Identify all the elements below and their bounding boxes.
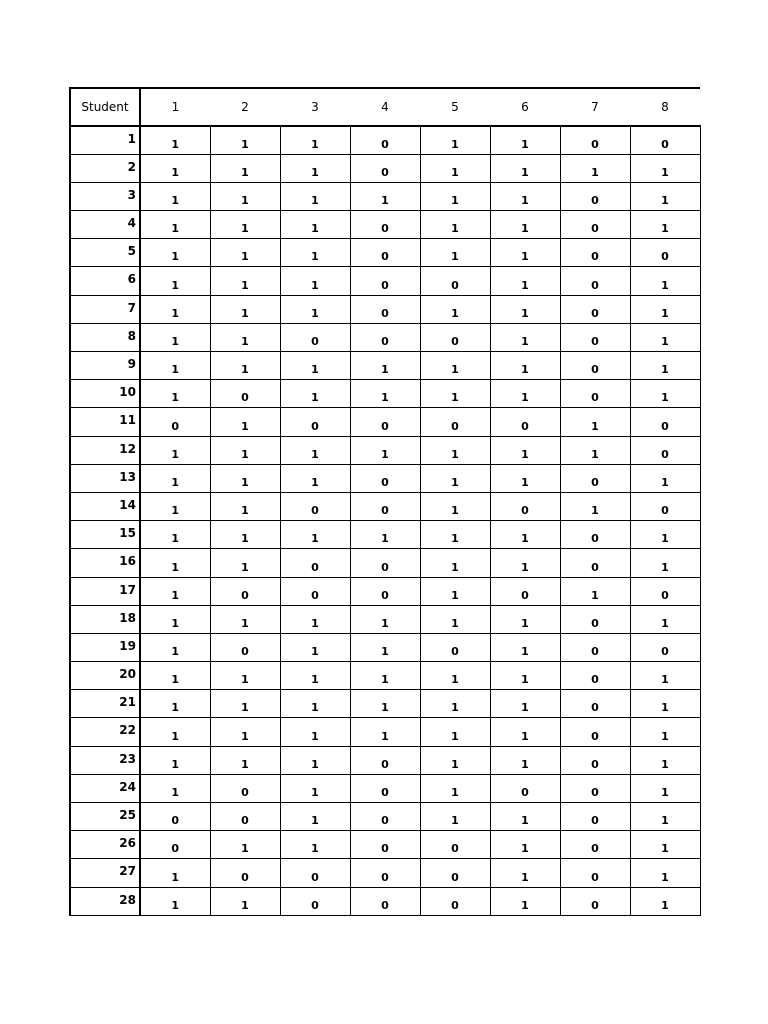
score-cell: 0 xyxy=(560,239,630,267)
table-row xyxy=(70,267,700,295)
score-cell: 0 xyxy=(490,577,560,605)
score-cell: 0 xyxy=(630,492,700,520)
score-cell: 0 xyxy=(560,803,630,831)
score-cell: 0 xyxy=(560,859,630,887)
score-cell: 0 xyxy=(210,633,280,661)
table-row xyxy=(70,605,700,633)
student-number-cell: 7 xyxy=(70,295,140,323)
score-cell: 1 xyxy=(630,887,700,915)
score-cell: 1 xyxy=(420,549,490,577)
score-cell: 1 xyxy=(630,831,700,859)
score-cell: 1 xyxy=(490,323,560,351)
score-cell: 0 xyxy=(560,549,630,577)
score-cell: 1 xyxy=(490,803,560,831)
score-cell: 1 xyxy=(420,239,490,267)
score-cell: 1 xyxy=(210,464,280,492)
score-cell: 1 xyxy=(140,464,210,492)
score-cell: 0 xyxy=(350,577,420,605)
score-cell: 1 xyxy=(140,182,210,210)
student-number-cell: 19 xyxy=(70,633,140,661)
table-row xyxy=(70,295,700,323)
score-cell: 1 xyxy=(490,154,560,182)
score-cell: 1 xyxy=(630,605,700,633)
score-cell: 1 xyxy=(280,436,350,464)
score-cell: 0 xyxy=(350,211,420,239)
score-cell: 1 xyxy=(210,267,280,295)
score-cell: 1 xyxy=(280,239,350,267)
score-cell: 1 xyxy=(490,521,560,549)
student-number-cell: 26 xyxy=(70,831,140,859)
table-row xyxy=(70,464,700,492)
item-column-header: 3 xyxy=(280,88,350,126)
score-cell: 1 xyxy=(420,718,490,746)
score-cell: 1 xyxy=(420,295,490,323)
score-cell: 0 xyxy=(630,408,700,436)
table-row xyxy=(70,803,700,831)
score-cell: 1 xyxy=(210,831,280,859)
score-cell: 1 xyxy=(350,352,420,380)
score-cell: 1 xyxy=(210,408,280,436)
student-number-cell: 18 xyxy=(70,605,140,633)
score-cell: 1 xyxy=(140,887,210,915)
score-cell: 0 xyxy=(280,577,350,605)
score-cell: 1 xyxy=(420,154,490,182)
score-cell: 1 xyxy=(210,746,280,774)
score-cell: 0 xyxy=(630,633,700,661)
score-cell: 0 xyxy=(350,887,420,915)
score-cell: 1 xyxy=(350,662,420,690)
score-cell: 0 xyxy=(560,521,630,549)
score-cell: 1 xyxy=(490,267,560,295)
score-cell: 1 xyxy=(280,464,350,492)
item-column-header: 6 xyxy=(490,88,560,126)
score-cell: 1 xyxy=(280,803,350,831)
score-cell: 0 xyxy=(280,887,350,915)
student-number-cell: 23 xyxy=(70,746,140,774)
score-cell: 0 xyxy=(420,267,490,295)
score-cell: 1 xyxy=(210,154,280,182)
score-cell: 0 xyxy=(490,492,560,520)
score-cell: 1 xyxy=(280,831,350,859)
score-cell: 0 xyxy=(350,492,420,520)
score-cell: 1 xyxy=(280,774,350,802)
student-number-cell: 2 xyxy=(70,154,140,182)
score-cell: 1 xyxy=(280,267,350,295)
score-cell: 0 xyxy=(350,831,420,859)
table-row xyxy=(70,662,700,690)
score-cell: 1 xyxy=(280,154,350,182)
student-number-cell: 9 xyxy=(70,352,140,380)
score-cell: 0 xyxy=(560,633,630,661)
score-cell: 1 xyxy=(210,436,280,464)
score-cell: 1 xyxy=(210,690,280,718)
item-column-header: 8 xyxy=(630,88,700,126)
score-cell: 1 xyxy=(490,746,560,774)
score-cell: 0 xyxy=(560,126,630,154)
score-cell: 0 xyxy=(560,267,630,295)
score-cell: 0 xyxy=(140,408,210,436)
score-cell: 1 xyxy=(490,859,560,887)
score-cell: 0 xyxy=(350,549,420,577)
score-cell: 1 xyxy=(630,521,700,549)
student-number-cell: 6 xyxy=(70,267,140,295)
score-cell: 1 xyxy=(210,718,280,746)
score-cell: 0 xyxy=(420,887,490,915)
score-cell: 0 xyxy=(350,464,420,492)
score-cell: 1 xyxy=(420,746,490,774)
student-number-cell: 13 xyxy=(70,464,140,492)
score-cell: 1 xyxy=(280,352,350,380)
student-number-cell: 1 xyxy=(70,126,140,154)
score-cell: 0 xyxy=(560,605,630,633)
score-cell: 1 xyxy=(420,662,490,690)
score-cell: 1 xyxy=(140,859,210,887)
student-number-cell: 25 xyxy=(70,803,140,831)
student-number-cell: 20 xyxy=(70,662,140,690)
table-row xyxy=(70,436,700,464)
score-cell: 1 xyxy=(140,352,210,380)
score-cell: 1 xyxy=(140,690,210,718)
score-cell: 1 xyxy=(280,521,350,549)
score-cell: 0 xyxy=(560,690,630,718)
score-cell: 0 xyxy=(350,408,420,436)
score-cell: 1 xyxy=(490,718,560,746)
score-cell: 1 xyxy=(560,408,630,436)
score-cell: 1 xyxy=(350,521,420,549)
score-cell: 0 xyxy=(280,492,350,520)
score-cell: 1 xyxy=(630,859,700,887)
score-cell: 1 xyxy=(210,126,280,154)
score-cell: 1 xyxy=(420,464,490,492)
table-row xyxy=(70,239,700,267)
score-cell: 0 xyxy=(560,662,630,690)
score-cell: 1 xyxy=(490,239,560,267)
score-cell: 1 xyxy=(280,746,350,774)
table-row xyxy=(70,154,700,182)
score-cell: 1 xyxy=(630,746,700,774)
score-cell: 1 xyxy=(210,605,280,633)
score-cell: 1 xyxy=(210,521,280,549)
item-column-header: 2 xyxy=(210,88,280,126)
table-row xyxy=(70,859,700,887)
table-row xyxy=(70,211,700,239)
score-cell: 1 xyxy=(210,182,280,210)
score-cell: 0 xyxy=(350,803,420,831)
score-cell: 1 xyxy=(140,492,210,520)
table-row xyxy=(70,521,700,549)
score-cell: 1 xyxy=(140,380,210,408)
score-cell: 1 xyxy=(630,774,700,802)
score-cell: 1 xyxy=(140,549,210,577)
score-cell: 0 xyxy=(560,352,630,380)
score-cell: 1 xyxy=(420,492,490,520)
score-cell: 1 xyxy=(140,267,210,295)
table-row xyxy=(70,352,700,380)
score-cell: 1 xyxy=(350,718,420,746)
score-cell: 0 xyxy=(560,464,630,492)
score-cell: 1 xyxy=(210,295,280,323)
score-cell: 1 xyxy=(490,605,560,633)
table-row xyxy=(70,633,700,661)
score-cell: 1 xyxy=(350,182,420,210)
score-sheet xyxy=(69,87,701,916)
score-cell: 1 xyxy=(420,803,490,831)
score-cell: 0 xyxy=(350,859,420,887)
score-cell: 1 xyxy=(140,662,210,690)
score-cell: 0 xyxy=(350,323,420,351)
score-cell: 0 xyxy=(210,774,280,802)
score-cell: 1 xyxy=(490,464,560,492)
student-number-cell: 16 xyxy=(70,549,140,577)
score-cell: 1 xyxy=(140,605,210,633)
score-cell: 1 xyxy=(350,633,420,661)
score-cell: 0 xyxy=(210,577,280,605)
score-cell: 1 xyxy=(490,352,560,380)
score-cell: 0 xyxy=(350,154,420,182)
score-cell: 1 xyxy=(280,605,350,633)
score-cell: 1 xyxy=(140,774,210,802)
score-cell: 1 xyxy=(630,323,700,351)
student-number-cell: 14 xyxy=(70,492,140,520)
table-row xyxy=(70,746,700,774)
score-cell: 0 xyxy=(420,408,490,436)
score-cell: 1 xyxy=(490,831,560,859)
score-cell: 1 xyxy=(560,492,630,520)
score-cell: 1 xyxy=(140,718,210,746)
table-row xyxy=(70,690,700,718)
student-number-cell: 4 xyxy=(70,211,140,239)
score-cell: 1 xyxy=(630,464,700,492)
score-cell: 0 xyxy=(420,323,490,351)
score-cell: 1 xyxy=(280,182,350,210)
score-cell: 0 xyxy=(420,633,490,661)
item-column-header: 4 xyxy=(350,88,420,126)
score-cell: 1 xyxy=(210,549,280,577)
score-cell: 1 xyxy=(490,126,560,154)
score-cell: 0 xyxy=(560,182,630,210)
score-cell: 1 xyxy=(140,633,210,661)
score-cell: 0 xyxy=(210,380,280,408)
student-number-cell: 10 xyxy=(70,380,140,408)
score-cell: 1 xyxy=(490,295,560,323)
table-body xyxy=(70,126,700,915)
score-cell: 0 xyxy=(210,803,280,831)
table-row xyxy=(70,182,700,210)
student-number-cell: 27 xyxy=(70,859,140,887)
score-cell: 1 xyxy=(350,436,420,464)
score-cell: 1 xyxy=(140,295,210,323)
score-cell: 0 xyxy=(560,746,630,774)
score-cell: 1 xyxy=(140,154,210,182)
score-cell: 1 xyxy=(280,126,350,154)
score-cell: 1 xyxy=(630,352,700,380)
score-cell: 0 xyxy=(140,831,210,859)
table-row xyxy=(70,577,700,605)
score-cell: 1 xyxy=(630,718,700,746)
table-row xyxy=(70,323,700,351)
table-row xyxy=(70,126,700,154)
score-cell: 1 xyxy=(420,182,490,210)
score-cell: 0 xyxy=(560,380,630,408)
score-cell: 0 xyxy=(280,549,350,577)
score-cell: 1 xyxy=(560,154,630,182)
table-row xyxy=(70,408,700,436)
score-cell: 1 xyxy=(210,662,280,690)
score-cell: 0 xyxy=(490,408,560,436)
score-cell: 1 xyxy=(210,323,280,351)
score-cell: 1 xyxy=(280,295,350,323)
score-cell: 1 xyxy=(140,211,210,239)
score-cell: 0 xyxy=(490,774,560,802)
score-cell: 1 xyxy=(490,690,560,718)
score-cell: 1 xyxy=(210,239,280,267)
score-cell: 0 xyxy=(140,803,210,831)
student-number-cell: 12 xyxy=(70,436,140,464)
score-cell: 0 xyxy=(280,859,350,887)
score-cell: 1 xyxy=(350,380,420,408)
score-cell: 1 xyxy=(210,211,280,239)
score-cell: 1 xyxy=(630,380,700,408)
student-score-table xyxy=(69,87,701,916)
score-cell: 1 xyxy=(630,803,700,831)
score-cell: 0 xyxy=(560,295,630,323)
table-row xyxy=(70,774,700,802)
score-cell: 1 xyxy=(630,549,700,577)
table-row xyxy=(70,718,700,746)
score-cell: 0 xyxy=(560,718,630,746)
score-cell: 0 xyxy=(210,859,280,887)
score-cell: 0 xyxy=(560,211,630,239)
score-cell: 1 xyxy=(630,182,700,210)
score-cell: 1 xyxy=(350,690,420,718)
score-cell: 0 xyxy=(350,774,420,802)
score-cell: 0 xyxy=(280,408,350,436)
score-cell: 1 xyxy=(420,211,490,239)
score-cell: 1 xyxy=(280,718,350,746)
score-cell: 1 xyxy=(280,662,350,690)
student-number-cell: 28 xyxy=(70,887,140,915)
table-row xyxy=(70,549,700,577)
score-cell: 1 xyxy=(630,295,700,323)
score-cell: 1 xyxy=(490,633,560,661)
score-cell: 1 xyxy=(490,887,560,915)
score-cell: 1 xyxy=(420,521,490,549)
student-number-cell: 22 xyxy=(70,718,140,746)
score-cell: 1 xyxy=(420,126,490,154)
score-cell: 0 xyxy=(560,831,630,859)
score-cell: 0 xyxy=(630,436,700,464)
score-cell: 1 xyxy=(490,549,560,577)
student-number-cell: 24 xyxy=(70,774,140,802)
score-cell: 1 xyxy=(630,690,700,718)
score-cell: 0 xyxy=(630,239,700,267)
score-cell: 1 xyxy=(490,436,560,464)
score-cell: 0 xyxy=(350,746,420,774)
student-number-cell: 11 xyxy=(70,408,140,436)
student-column-header: Student xyxy=(70,88,140,126)
score-cell: 1 xyxy=(140,323,210,351)
score-cell: 1 xyxy=(420,352,490,380)
score-cell: 0 xyxy=(630,126,700,154)
item-column-header: 7 xyxy=(560,88,630,126)
item-column-header: 1 xyxy=(140,88,210,126)
score-cell: 1 xyxy=(420,380,490,408)
score-cell: 1 xyxy=(140,126,210,154)
score-cell: 1 xyxy=(630,662,700,690)
student-number-cell: 17 xyxy=(70,577,140,605)
score-cell: 1 xyxy=(280,211,350,239)
student-number-cell: 8 xyxy=(70,323,140,351)
item-column-header: 5 xyxy=(420,88,490,126)
score-cell: 0 xyxy=(350,295,420,323)
table-row xyxy=(70,380,700,408)
student-number-cell: 5 xyxy=(70,239,140,267)
score-cell: 0 xyxy=(560,774,630,802)
score-cell: 0 xyxy=(560,323,630,351)
score-cell: 1 xyxy=(280,380,350,408)
score-cell: 0 xyxy=(420,831,490,859)
table-row xyxy=(70,887,700,915)
score-cell: 1 xyxy=(420,577,490,605)
score-cell: 1 xyxy=(280,633,350,661)
score-cell: 1 xyxy=(140,436,210,464)
score-cell: 1 xyxy=(630,267,700,295)
score-cell: 1 xyxy=(490,662,560,690)
score-cell: 0 xyxy=(350,126,420,154)
score-cell: 1 xyxy=(560,436,630,464)
student-number-cell: 21 xyxy=(70,690,140,718)
score-cell: 1 xyxy=(350,605,420,633)
score-cell: 1 xyxy=(280,690,350,718)
score-cell: 0 xyxy=(630,577,700,605)
score-cell: 1 xyxy=(210,352,280,380)
score-cell: 1 xyxy=(630,154,700,182)
score-cell: 1 xyxy=(630,211,700,239)
score-cell: 1 xyxy=(490,182,560,210)
score-cell: 1 xyxy=(140,521,210,549)
score-cell: 0 xyxy=(280,323,350,351)
score-cell: 1 xyxy=(140,577,210,605)
score-cell: 1 xyxy=(420,605,490,633)
header-row xyxy=(70,88,700,126)
score-cell: 1 xyxy=(140,746,210,774)
score-cell: 1 xyxy=(420,436,490,464)
student-number-cell: 15 xyxy=(70,521,140,549)
score-cell: 1 xyxy=(420,774,490,802)
score-cell: 0 xyxy=(350,267,420,295)
score-cell: 0 xyxy=(350,239,420,267)
table-row xyxy=(70,492,700,520)
score-cell: 1 xyxy=(490,380,560,408)
student-number-cell: 3 xyxy=(70,182,140,210)
table-row xyxy=(70,831,700,859)
score-cell: 1 xyxy=(140,239,210,267)
score-cell: 1 xyxy=(420,690,490,718)
score-cell: 1 xyxy=(490,211,560,239)
score-cell: 1 xyxy=(210,492,280,520)
score-cell: 0 xyxy=(560,887,630,915)
score-cell: 0 xyxy=(420,859,490,887)
score-cell: 1 xyxy=(560,577,630,605)
score-cell: 1 xyxy=(210,887,280,915)
